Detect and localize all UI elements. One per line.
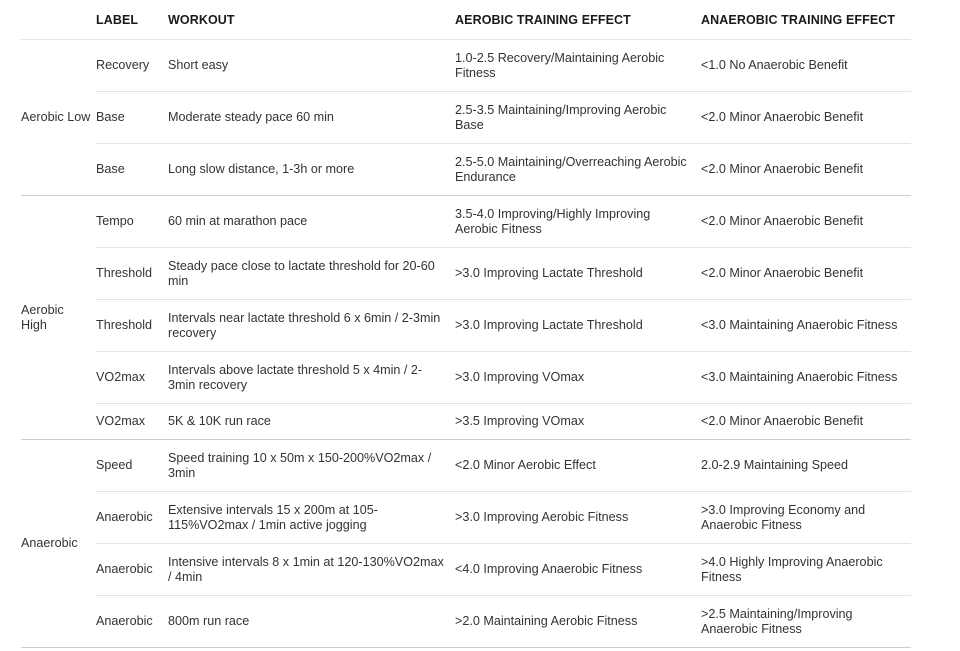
row-anaerobic-effect: <2.0 Minor Anaerobic Benefit — [701, 92, 911, 144]
row-workout: Intensive intervals 8 x 1min at 120-130%VO2max / 4min — [168, 544, 455, 596]
table-row — [21, 352, 911, 404]
row-label: Speed — [96, 440, 168, 492]
row-label: VO2max — [96, 352, 168, 404]
group-anaerobic: Anaerobic — [21, 440, 96, 648]
row-aerobic-effect: >3.0 Improving VOmax — [455, 352, 701, 404]
row-aerobic-effect: 2.5-3.5 Maintaining/Improving Aerobic Base — [455, 92, 701, 144]
row-label: Base — [96, 92, 168, 144]
table-row — [21, 248, 911, 300]
row-anaerobic-effect: <2.0 Minor Anaerobic Benefit — [701, 248, 911, 300]
row-label: Threshold — [96, 300, 168, 352]
header-label: LABEL — [96, 0, 168, 40]
table-body — [21, 40, 911, 648]
row-anaerobic-effect: <3.0 Maintaining Anaerobic Fitness — [701, 352, 911, 404]
row-anaerobic-effect: <2.0 Minor Anaerobic Benefit — [701, 404, 911, 440]
row-workout: 800m run race — [168, 596, 455, 648]
row-label: Anaerobic — [96, 596, 168, 648]
row-aerobic-effect: >3.0 Improving Lactate Threshold — [455, 248, 701, 300]
row-aerobic-effect: 3.5-4.0 Improving/Highly Improving Aerobic Fitness — [455, 196, 701, 248]
training-effect-table — [21, 0, 911, 648]
row-anaerobic-effect: <1.0 No Anaerobic Benefit — [701, 40, 911, 92]
row-aerobic-effect: <4.0 Improving Anaerobic Fitness — [455, 544, 701, 596]
header-anaerobic-effect: ANAEROBIC TRAINING EFFECT — [701, 0, 911, 40]
row-anaerobic-effect: 2.0-2.9 Maintaining Speed — [701, 440, 911, 492]
row-aerobic-effect: 2.5-5.0 Maintaining/Overreaching Aerobic Endurance — [455, 144, 701, 196]
table-row — [21, 144, 911, 196]
table-row — [21, 596, 911, 648]
table-row — [21, 196, 911, 248]
row-workout: Long slow distance, 1-3h or more — [168, 144, 455, 196]
row-workout: 5K & 10K run race — [168, 404, 455, 440]
row-workout: Short easy — [168, 40, 455, 92]
table-row — [21, 544, 911, 596]
row-aerobic-effect: <2.0 Minor Aerobic Effect — [455, 440, 701, 492]
row-label: Base — [96, 144, 168, 196]
header-group — [21, 0, 96, 40]
group-aerobic-low: Aerobic Low — [21, 40, 96, 196]
row-aerobic-effect: >2.0 Maintaining Aerobic Fitness — [455, 596, 701, 648]
row-anaerobic-effect: >4.0 Highly Improving Anaerobic Fitness — [701, 544, 911, 596]
row-anaerobic-effect: >3.0 Improving Economy and Anaerobic Fitness — [701, 492, 911, 544]
row-workout: Extensive intervals 15 x 200m at 105-115%VO2max / 1min active jogging — [168, 492, 455, 544]
row-aerobic-effect: 1.0-2.5 Recovery/Maintaining Aerobic Fitness — [455, 40, 701, 92]
header-aerobic-effect: AEROBIC TRAINING EFFECT — [455, 0, 701, 40]
table-row — [21, 440, 911, 492]
table-row — [21, 92, 911, 144]
row-workout: Steady pace close to lactate threshold for 20-60 min — [168, 248, 455, 300]
row-workout: Intervals above lactate threshold 5 x 4min / 2-3min recovery — [168, 352, 455, 404]
row-anaerobic-effect: <2.0 Minor Anaerobic Benefit — [701, 144, 911, 196]
row-anaerobic-effect: >2.5 Maintaining/Improving Anaerobic Fitness — [701, 596, 911, 648]
table-row — [21, 40, 911, 92]
table-row — [21, 404, 911, 440]
table-header — [21, 0, 911, 40]
row-label: Threshold — [96, 248, 168, 300]
row-workout: Moderate steady pace 60 min — [168, 92, 455, 144]
row-anaerobic-effect: <3.0 Maintaining Anaerobic Fitness — [701, 300, 911, 352]
header-workout: WORKOUT — [168, 0, 455, 40]
row-label: Recovery — [96, 40, 168, 92]
row-label: Anaerobic — [96, 492, 168, 544]
group-aerobic-high: Aerobic High — [21, 196, 96, 440]
header-row — [21, 0, 911, 40]
row-label: VO2max — [96, 404, 168, 440]
table-row — [21, 300, 911, 352]
row-workout: Intervals near lactate threshold 6 x 6min / 2-3min recovery — [168, 300, 455, 352]
row-label: Anaerobic — [96, 544, 168, 596]
row-workout: Speed training 10 x 50m x 150-200%VO2max / 3min — [168, 440, 455, 492]
row-aerobic-effect: >3.5 Improving VOmax — [455, 404, 701, 440]
row-anaerobic-effect: <2.0 Minor Anaerobic Benefit — [701, 196, 911, 248]
row-aerobic-effect: >3.0 Improving Lactate Threshold — [455, 300, 701, 352]
row-workout: 60 min at marathon pace — [168, 196, 455, 248]
row-label: Tempo — [96, 196, 168, 248]
row-aerobic-effect: >3.0 Improving Aerobic Fitness — [455, 492, 701, 544]
table-row — [21, 492, 911, 544]
